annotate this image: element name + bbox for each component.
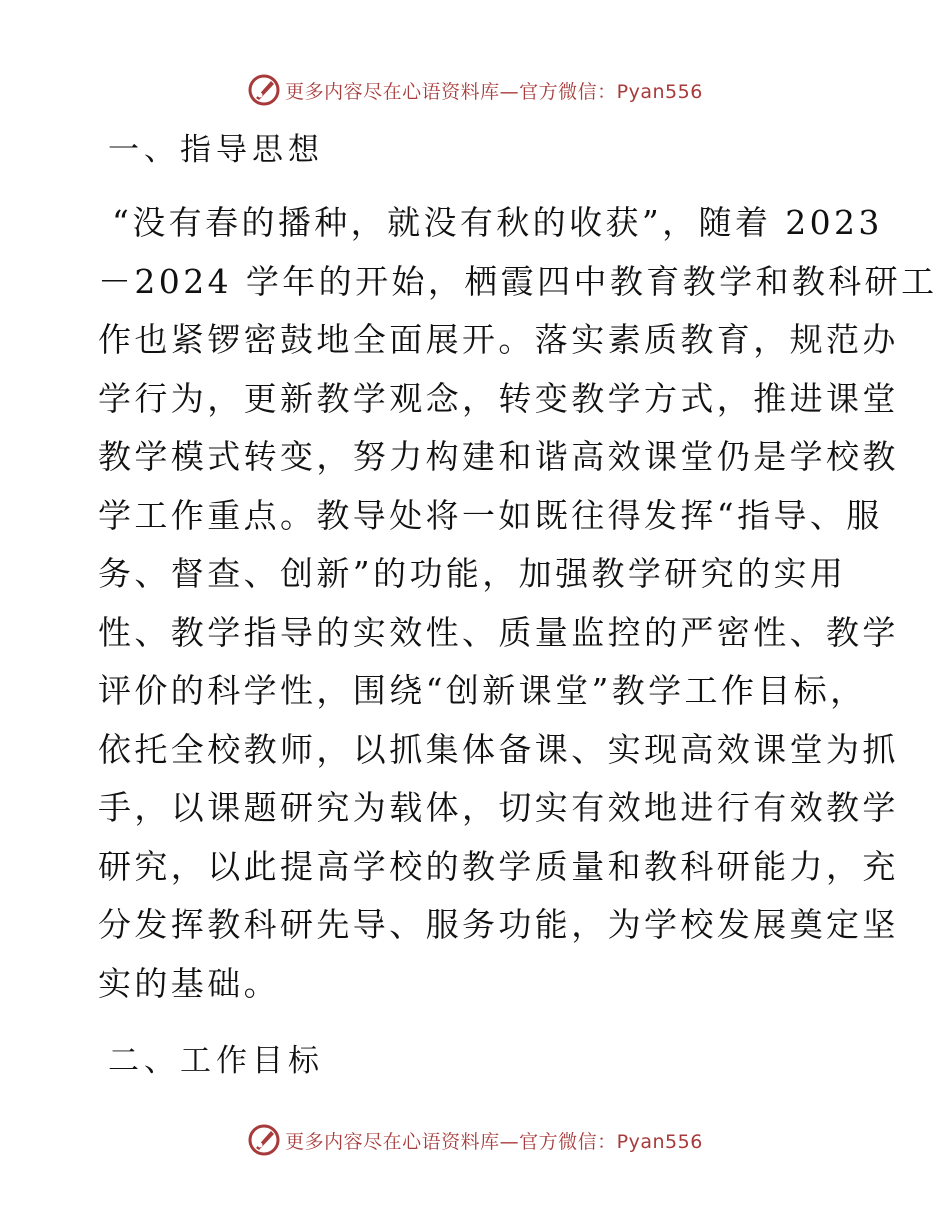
pen-logo-icon — [247, 1123, 281, 1157]
body-line: 手，以课题研究为载体，切实有效地进行有效教学 — [98, 788, 899, 827]
body-line: 研究，以此提高学校的教学质量和教科研能力，充 — [98, 846, 899, 886]
footer-wechat: 官方微信：Pyan556 — [519, 1130, 703, 1153]
section-heading-guiding-ideology: 一、指导思想 — [108, 132, 324, 168]
body-line: “没有春的播种，就没有秋的收获”，随着 2023 — [112, 203, 883, 242]
footer-banner-text: 更多内容尽在心语资料库—官方微信：Pyan556 — [285, 1130, 703, 1153]
footer-banner — [0, 1120, 950, 1160]
body-line: 实的基础。 — [98, 963, 280, 1003]
header-wechat: 官方微信：Pyan556 — [519, 80, 703, 103]
body-line: 务、督查、创新”的功能，加强教学研究的实用 — [98, 554, 847, 593]
body-line: 分发挥教科研先导、服务功能，为学校发展奠定坚 — [98, 905, 899, 944]
body-line: 教学模式转变，努力构建和谐高效课堂仍是学校教 — [98, 437, 899, 476]
body-line: 学行为，更新教学观念，转变教学方式，推进课堂 — [98, 378, 899, 418]
body-line: 性、教学指导的实效性、质量监控的严密性、教学 — [98, 612, 899, 652]
guiding-ideology-body — [98, 194, 938, 1013]
section-heading-work-goals: 二、工作目标 — [108, 1043, 324, 1079]
body-line: 依托全校教师，以抓集体备课、实现高效课堂为抓 — [98, 729, 899, 769]
body-line: 作也紧锣密鼓地全面展开。落实素质教育，规范办 — [98, 320, 899, 359]
body-line: －2024 学年的开始，栖霞四中教育教学和教科研工 — [98, 261, 938, 301]
body-line: 学工作重点。教导处将一如既往得发挥“指导、服 — [98, 495, 883, 535]
pen-logo-icon — [247, 73, 281, 107]
header-banner-text: 更多内容尽在心语资料库—官方微信：Pyan556 — [285, 80, 703, 103]
header-banner — [0, 70, 950, 110]
body-line: 评价的科学性，围绕“创新课堂”教学工作目标， — [98, 671, 867, 710]
